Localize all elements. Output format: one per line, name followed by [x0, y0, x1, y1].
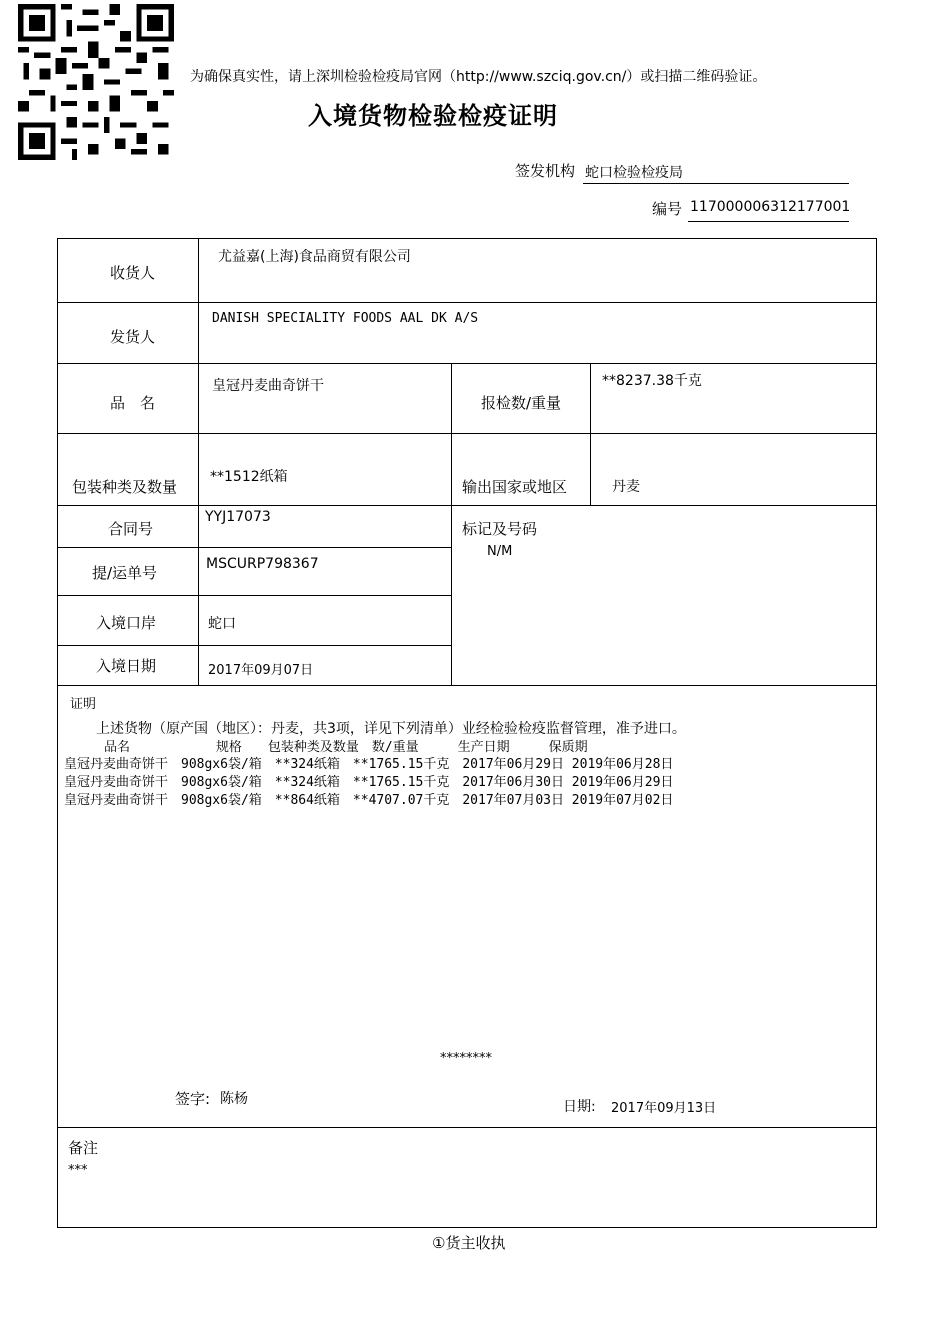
remarks-label: 备注: [68, 1139, 99, 1157]
qty-weight-label: 报检数/重量: [481, 394, 562, 412]
packing-label: 包装种类及数量: [72, 478, 178, 496]
contract-label: 合同号: [108, 520, 154, 538]
row-divider: [57, 645, 451, 646]
consignee-label: 收货人: [110, 264, 156, 282]
certificate-row: 皇冠丹麦曲奇饼干 908gx6袋/箱 **324纸箱 **1765.15千克 2017年06月29日 2019年06月28日: [64, 757, 674, 772]
row-divider: [57, 685, 877, 686]
row-divider: [57, 302, 877, 303]
origin-label: 输出国家或地区: [462, 478, 568, 496]
bill-label: 提/运单号: [92, 564, 158, 582]
verification-notice: 为确保真实性，请上深圳检验检疫局官网（http://www.szciq.gov.cn/）或扫描二维码验证。: [190, 69, 767, 85]
row-divider: [57, 505, 877, 506]
qty-weight-value: **8237.38千克: [602, 373, 702, 389]
certificate-stars: ********: [440, 1051, 492, 1066]
col-divider: [590, 363, 591, 505]
issuer-underline: [583, 183, 849, 184]
copy-note: ①货主收执: [432, 1234, 506, 1252]
certificate-table-header: 品名 规格 包装种类及数量 数/重量 生产日期 保质期: [104, 740, 588, 755]
certificate-label: 证明: [70, 697, 97, 712]
consignor-label: 发货人: [110, 328, 156, 346]
row-divider: [57, 433, 877, 434]
bill-value: MSCURP798367: [206, 556, 319, 572]
product-value: 皇冠丹麦曲奇饼干: [212, 378, 324, 394]
row-divider: [57, 1127, 877, 1128]
packing-value: **1512纸箱: [210, 469, 288, 485]
remarks-value: ***: [68, 1163, 88, 1178]
entry-date-value: 2017年09月07日: [208, 663, 314, 678]
product-label: 品 名: [110, 394, 156, 412]
number-value: 117000006312177001: [690, 199, 851, 215]
qr-code: [18, 4, 174, 160]
issuer-label: 签发机构: [515, 162, 576, 180]
certificate-row: 皇冠丹麦曲奇饼干 908gx6袋/箱 **324纸箱 **1765.15千克 2017年06月30日 2019年06月29日: [64, 775, 674, 790]
sign-label: 签字:: [175, 1090, 211, 1108]
sign-name: 陈杨: [220, 1091, 248, 1107]
certificate-row: 皇冠丹麦曲奇饼干 908gx6袋/箱 **864纸箱 **4707.07千克 2017年07月03日 2019年07月02日: [64, 793, 674, 808]
contract-value: YYJ17073: [205, 509, 271, 525]
entry-date-label: 入境日期: [96, 657, 157, 675]
row-divider: [57, 547, 451, 548]
port-value: 蛇口: [208, 616, 236, 632]
consignor-value: DANISH SPECIALITY FOODS AAL DK A/S: [212, 311, 479, 326]
number-underline: [688, 221, 849, 222]
issuer-value: 蛇口检验检疫局: [585, 165, 683, 181]
issue-date-value: 2017年09月13日: [611, 1101, 717, 1116]
marks-value: N/M: [487, 544, 513, 559]
col-divider: [198, 238, 199, 685]
origin-value: 丹麦: [612, 479, 640, 495]
document-title: 入境货物检验检疫证明: [308, 102, 558, 130]
row-divider: [57, 363, 877, 364]
consignee-value: 尤益嘉(上海)食品商贸有限公司: [218, 249, 411, 265]
marks-label: 标记及号码: [462, 520, 538, 538]
issue-date-label: 日期:: [563, 1099, 596, 1115]
row-divider: [57, 595, 451, 596]
col-divider: [451, 363, 452, 685]
certificate-statement: 上述货物（原产国（地区）：丹麦，共3项，详见下列清单）业经检验检疫监督管理，准予进口。: [96, 721, 686, 737]
number-label: 编号: [652, 200, 683, 218]
port-label: 入境口岸: [96, 614, 157, 632]
